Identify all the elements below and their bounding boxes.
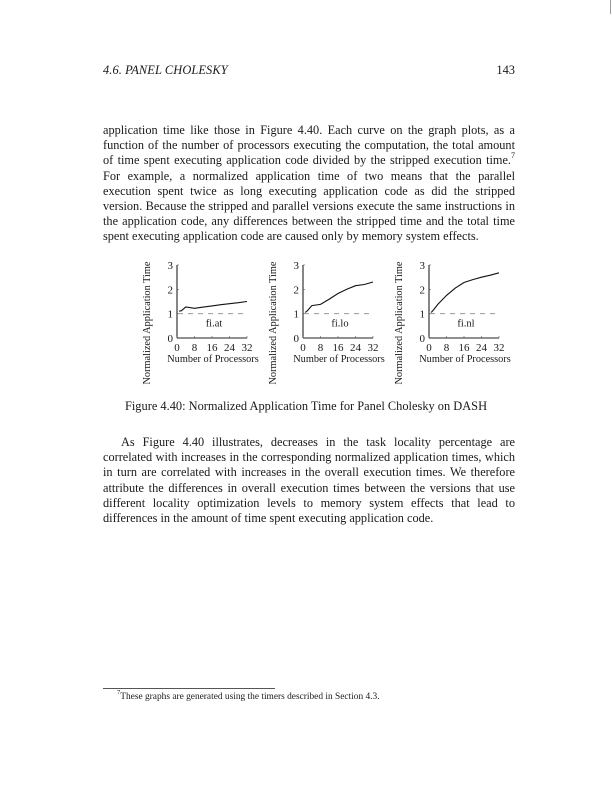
footnote-number: 7 — [117, 688, 121, 696]
paragraph-discussion — [103, 435, 515, 526]
x-tick-label: 8 — [317, 342, 324, 354]
x-tick-label: 24 — [476, 342, 487, 354]
y-tick-label: 1 — [167, 308, 173, 321]
y-axis-label: Normalized Application Time — [268, 261, 279, 385]
x-tick-label: 16 — [206, 342, 218, 354]
y-tick-label: 1 — [293, 308, 299, 321]
x-tick-label: 24 — [350, 342, 361, 354]
x-tick-label: 24 — [224, 342, 235, 354]
series-line — [179, 302, 247, 312]
x-tick-label: 32 — [367, 342, 379, 354]
series-line — [431, 273, 499, 313]
chart-fi-at — [142, 260, 259, 384]
series-line — [305, 282, 373, 313]
x-tick-label: 32 — [241, 342, 253, 354]
y-tick-label: 3 — [167, 260, 173, 272]
figure-charts — [0, 250, 612, 395]
y-tick-label: 0 — [293, 333, 299, 345]
chart-fi-nl — [394, 260, 511, 384]
y-tick-label: 1 — [419, 308, 425, 321]
chart-title: fi.lo — [331, 318, 349, 330]
page-edge-line — [610, 0, 611, 14]
x-axis-label: Number of Processors — [167, 354, 259, 365]
x-tick-label: 8 — [443, 342, 450, 354]
x-tick-label: 0 — [300, 342, 306, 354]
chart-title: fi.at — [205, 318, 223, 330]
y-tick-label: 2 — [419, 284, 425, 297]
y-tick-label: 0 — [419, 333, 425, 345]
x-tick-label: 0 — [174, 342, 180, 354]
footnote-text: These graphs are generated using the timers described in Section 4.3. — [120, 692, 380, 702]
running-head — [103, 63, 515, 77]
x-axis-label: Number of Processors — [419, 354, 511, 365]
footnote — [117, 688, 380, 702]
figure-4-40 — [0, 250, 612, 395]
x-tick-label: 8 — [191, 342, 198, 354]
paragraph-text: As Figure 4.40 illustrates, decreases in the task locality percentage are correlated with increases in the corresponding normalized application times, which in turn are correlated with increases in the overall execution times. We therefore attribute the differences in overall execution times between the versions that use different locality optimization levels to memory system effects that lead to differences in the amount of time spent executing application code. — [103, 435, 515, 526]
y-tick-label: 3 — [293, 260, 299, 272]
chart-fi-lo — [268, 260, 385, 384]
figure-caption: Figure 4.40: Normalized Application Time for Panel Cholesky on DASH — [124, 399, 488, 413]
page-number: 143 — [496, 63, 515, 77]
footnote-marker[interactable]: 7 — [511, 151, 515, 161]
y-tick-label: 2 — [167, 284, 173, 297]
x-tick-label: 16 — [458, 342, 470, 354]
paragraph-text-cont: For example, a normalized application time of two means that the parallel execution spent twice as long executing application code as did the stripped version. Because the stripped and parallel versions execute the same instructions in the application code, any differences between the stripped time and the total time spent executing application code are caused only by memory system effects. — [103, 168, 515, 244]
y-tick-label: 3 — [419, 260, 425, 272]
footnote-rule — [103, 688, 275, 689]
x-tick-label: 32 — [493, 342, 505, 354]
y-tick-label: 0 — [167, 333, 173, 345]
paragraph-text: application time like those in Figure 4.40. Each curve on the graph plots, as a function of the number of processors executing the computation, the total amount of time spent executing application code divided by the stripped execution time. — [103, 123, 515, 168]
y-axis-label: Normalized Application Time — [394, 261, 405, 385]
x-tick-label: 0 — [426, 342, 432, 354]
y-tick-label: 2 — [293, 284, 299, 297]
x-tick-label: 16 — [332, 342, 344, 354]
section-title: 4.6. PANEL CHOLESKY — [103, 63, 228, 77]
y-axis-label: Normalized Application Time — [142, 261, 153, 385]
x-axis-label: Number of Processors — [293, 354, 385, 365]
chart-title: fi.nl — [457, 318, 475, 330]
paragraph-intro — [103, 123, 515, 245]
